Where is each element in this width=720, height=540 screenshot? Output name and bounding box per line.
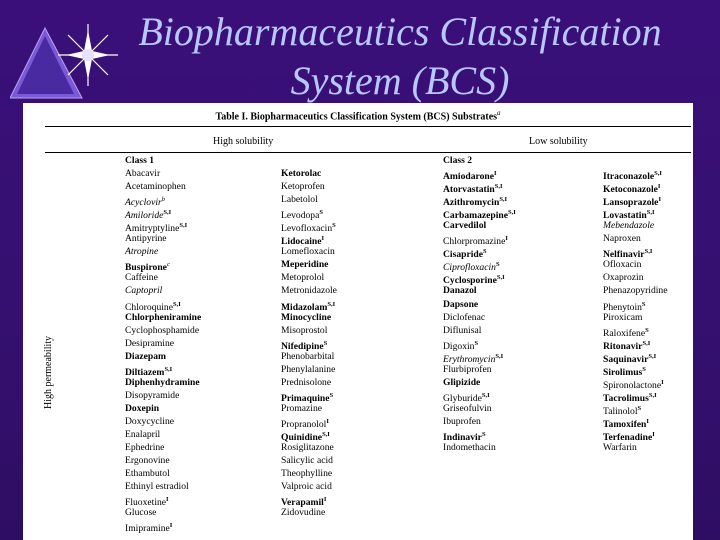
drug-entry [281, 337, 337, 350]
drug-superscript: S,I [644, 248, 653, 256]
drug-superscript: S,I [164, 365, 173, 373]
drug-entry [443, 258, 516, 274]
drug-entry [125, 245, 201, 258]
drug-name: Theophylline [281, 468, 333, 480]
drug-name: Tacrolimus [603, 393, 649, 405]
drug-superscript: I [321, 235, 325, 243]
drug-entry [281, 428, 337, 444]
drug-name: Glipizide [443, 376, 481, 388]
drug-entry [125, 298, 201, 311]
drug-name: Piroxicam [603, 311, 643, 323]
drug-name: Terfenadine [603, 432, 653, 444]
drug-superscript: S [332, 222, 336, 230]
drug-name: Primaquine [281, 393, 330, 405]
drug-superscript: I [323, 496, 327, 504]
drug-superscript: I [652, 430, 655, 438]
drug-superscript: S,I [163, 209, 172, 217]
drug-name: Lomefloxacin [281, 246, 335, 258]
drug-entry [125, 311, 201, 324]
drug-name: Griseofulvin [443, 402, 492, 414]
drug-entry [125, 389, 201, 402]
drug-name: Ofloxacin [603, 259, 642, 271]
drug-superscript: I [505, 235, 508, 243]
drug-superscript: I [661, 378, 664, 386]
drug-name: Azithromycin [443, 197, 500, 209]
drug-entry [603, 271, 667, 284]
drug-name: Diclofenac [443, 311, 486, 323]
drug-entry [125, 467, 201, 480]
drug-superscript: S [481, 430, 486, 438]
drug-name: Mebendazole [603, 220, 655, 232]
drug-name: Spironolactone [603, 379, 662, 391]
drug-name: Ketoconazole [603, 184, 658, 196]
drug-name: Carbamazepine [443, 210, 509, 222]
drug-superscript: c [166, 261, 170, 269]
drug-superscript: S [319, 209, 323, 217]
drug-entry [603, 350, 667, 363]
drug-superscript: I [169, 522, 173, 530]
drug-superscript: S,I [499, 196, 508, 204]
drug-entry [125, 402, 201, 415]
drug-entry [603, 298, 667, 311]
drug-entry [281, 324, 337, 337]
drug-entry [125, 337, 201, 350]
drug-name: Misoprostol [281, 324, 328, 336]
drug-entry [281, 480, 337, 493]
drug-superscript: I [646, 417, 649, 425]
drug-entry [125, 154, 201, 167]
drug-name: Ethambutol [125, 468, 170, 480]
drug-entry [603, 441, 667, 454]
drug-entry [125, 193, 201, 209]
column-class1-a [125, 154, 202, 535]
drug-entry [443, 298, 516, 311]
drug-name: Amiodarone [443, 171, 494, 183]
drug-entry [281, 258, 337, 271]
drug-name: Phenazopyridine [603, 285, 668, 297]
drug-superscript: I [658, 196, 661, 204]
drug-superscript: S [474, 339, 479, 347]
drug-name: Diphenhydramine [125, 376, 200, 388]
drug-entry [443, 428, 516, 444]
drug-entry [603, 402, 667, 418]
drug-superscript: S,I [508, 209, 516, 217]
drug-entry [603, 376, 667, 389]
drug-entry [125, 206, 201, 222]
drug-name: Meperidine [281, 259, 329, 271]
drug-name: Acetaminophen [125, 181, 186, 193]
drug-superscript: S,I [494, 183, 503, 191]
drug-name: Flurbiprofen [443, 363, 492, 375]
drug-name: Chloroquine [125, 301, 173, 313]
drug-name: Ciprofloxacin [443, 262, 496, 274]
drug-name: Levodopa [281, 210, 320, 222]
drug-entry [125, 454, 201, 467]
drug-entry [603, 363, 667, 376]
drug-name: Salicylic acid [281, 455, 333, 467]
drug-name: Class 2 [443, 155, 473, 166]
column-class2-b [603, 154, 667, 454]
drug-entry [281, 350, 337, 363]
drug-name: Cisapride [443, 249, 483, 261]
drug-name: Cyclophosphamide [125, 324, 200, 336]
drug-entry [125, 376, 201, 389]
drug-entry [443, 441, 516, 454]
drug-name: Phenylalanine [281, 363, 336, 375]
table-caption: Table I. Biopharmaceutics Classification System (BCS) Substrates$^a$ [215, 109, 501, 123]
drug-superscript: S,I [481, 391, 490, 399]
drug-superscript: S,I [327, 300, 336, 308]
drug-name: Digoxin [443, 340, 475, 352]
table-image [23, 103, 693, 540]
drug-name: Glucose [125, 507, 157, 519]
drug-entry [125, 284, 201, 297]
drug-entry [443, 167, 516, 183]
drug-name: Fluoxetine [125, 497, 167, 509]
drug-name: Metronidazole [281, 285, 337, 297]
drug-name: Abacavir [125, 168, 161, 180]
drug-entry [603, 311, 667, 324]
drug-entry [281, 441, 337, 454]
drug-entry [281, 363, 337, 376]
label-high-permeability: High permeability [43, 335, 54, 409]
drug-name: Dapsone [443, 298, 479, 310]
drug-name: Ibuprofen [443, 415, 481, 427]
drug-entry [603, 167, 667, 183]
drug-entry [125, 219, 201, 235]
drug-name: Minocycline [281, 311, 332, 323]
drug-name: Sirolimus [603, 366, 643, 378]
drug-superscript: S [637, 404, 642, 412]
drug-superscript: b [161, 196, 166, 204]
drug-name: Diflunisal [443, 324, 482, 336]
header-low-solubility: Low solubility [529, 136, 588, 147]
drug-entry [603, 219, 667, 232]
drug-name: Glyburide [443, 393, 482, 405]
drug-entry [125, 519, 201, 535]
drug-superscript: S [641, 300, 646, 308]
drug-entry [443, 311, 516, 324]
drug-entry [603, 258, 667, 271]
drug-name: Lidocaine [281, 236, 322, 248]
drug-name: Ritonavir [603, 340, 643, 352]
drug-name: Tamoxifen [603, 419, 647, 431]
drug-entry [443, 193, 516, 209]
drug-entry [443, 337, 516, 350]
drug-entry [603, 180, 667, 196]
drug-name: Cyclosporine [443, 275, 497, 287]
drug-name: Enalapril [125, 428, 161, 440]
drug-name: Saquinavir [603, 353, 649, 365]
drug-name: Warfarin [603, 442, 637, 454]
table-rule-header [45, 152, 691, 153]
drug-superscript: S,I [179, 222, 188, 230]
drug-name: Labetolol [281, 194, 318, 206]
drug-entry [443, 402, 516, 415]
drug-entry [443, 350, 516, 363]
drug-name: Naproxen [603, 233, 641, 245]
drug-name: Nelfinavir [603, 249, 645, 261]
drug-superscript: I [657, 183, 661, 191]
drug-entry [281, 311, 337, 324]
drug-entry [125, 480, 201, 493]
drug-name: Atropine [125, 246, 159, 258]
drug-name: Metoprolol [281, 272, 325, 284]
drug-entry [125, 350, 201, 363]
drug-name: Chlorpheniramine [125, 311, 202, 323]
drug-entry [603, 337, 667, 350]
drug-name: Propranolol [281, 419, 327, 431]
drug-name: Ketoprofen [281, 181, 325, 193]
drug-name: Verapamil [281, 497, 324, 509]
drug-name: Ephedrine [125, 442, 165, 454]
drug-name: Chlorpromazine [443, 236, 506, 248]
drug-name: Nifedipine [281, 340, 324, 352]
drug-entry [125, 441, 201, 454]
drug-name: Diazepam [125, 350, 167, 362]
drug-entry [281, 271, 337, 284]
drug-entry [443, 376, 516, 389]
drug-superscript: S [329, 391, 334, 399]
drug-entry [443, 206, 516, 222]
drug-name: Phenytoin [603, 301, 642, 313]
drug-entry [125, 167, 201, 180]
table-rule-top [45, 126, 691, 127]
drug-name: Rosiglitazone [281, 442, 334, 454]
drug-name: Diltiazem [125, 366, 165, 378]
drug-name: Doxycycline [125, 415, 175, 427]
drug-name: Indomethacin [443, 442, 496, 454]
drug-name: Atorvastatin [443, 184, 495, 196]
drug-name: Buspirone [125, 262, 167, 274]
drug-name: Midazolam [281, 301, 328, 313]
drug-entry [603, 284, 667, 297]
drug-entry [603, 245, 667, 261]
drug-superscript: S,I [495, 352, 504, 360]
drug-entry [281, 219, 337, 235]
drug-name: Zidovudine [281, 507, 326, 519]
drug-name: Desipramine [125, 337, 175, 349]
drug-entry [125, 363, 201, 376]
drug-name: Class 1 [125, 155, 155, 166]
drug-entry [281, 298, 337, 311]
drug-entry [443, 271, 516, 287]
blank-row [281, 154, 337, 167]
drug-name: Amitryptyline [125, 223, 180, 235]
drug-name: Danazol [443, 285, 477, 297]
drug-superscript: S,I [648, 391, 657, 399]
drug-entry [443, 180, 516, 196]
drug-name: Disopyramide [125, 389, 180, 401]
drug-superscript: S,I [172, 300, 181, 308]
drug-superscript: I [166, 496, 169, 504]
drug-entry [281, 376, 337, 389]
drug-entry [125, 232, 201, 245]
drug-entry [281, 415, 337, 431]
drug-entry [125, 258, 201, 274]
column-class2-a [443, 154, 516, 454]
drug-entry [281, 493, 337, 509]
drug-entry [603, 193, 667, 209]
drug-entry [281, 206, 337, 222]
slide-title-line-2: System (BCS) [290, 58, 510, 103]
drug-entry [281, 467, 337, 480]
drug-superscript: S,I [646, 209, 655, 217]
drug-name: Lansoprazole [603, 197, 659, 209]
drug-entry [125, 180, 201, 193]
drug-name: Erythromycin [443, 353, 496, 365]
column-class1-b [281, 154, 337, 519]
drug-entry [281, 506, 337, 519]
drug-superscript: S,I [648, 352, 657, 360]
drug-entry [281, 193, 337, 206]
drug-name: Quinidine [281, 432, 323, 444]
drug-name: Levofloxacin [281, 223, 333, 235]
drug-entry [281, 454, 337, 467]
drug-entry [603, 428, 667, 444]
drug-entry [125, 324, 201, 337]
drug-name: Ethinyl estradiol [125, 481, 189, 493]
header-high-solubility: High solubility [213, 136, 274, 147]
drug-name: Phenobarbital [281, 350, 335, 362]
drug-entry [603, 415, 667, 431]
drug-name: Promazine [281, 402, 323, 414]
drug-entry [281, 245, 337, 258]
drug-superscript: S [642, 365, 646, 373]
drug-entry [281, 167, 337, 180]
drug-name: Indinavir [443, 432, 482, 444]
drug-name: Imipramine [125, 523, 170, 535]
drug-name: Captopril [125, 285, 163, 297]
drug-name: Valproic acid [281, 481, 332, 493]
drug-name: Amiloride [125, 210, 164, 222]
drug-name: Oxaprozin [603, 272, 644, 284]
drug-name: Raloxifene [603, 327, 646, 339]
drug-name: Caffeine [125, 272, 158, 284]
drug-entry [443, 232, 516, 248]
drug-superscript: S [495, 261, 500, 269]
drug-entry [443, 154, 516, 167]
drug-superscript: I [326, 417, 329, 425]
drug-entry [125, 415, 201, 428]
drug-name: Carvedilol [443, 220, 487, 232]
drug-entry [281, 284, 337, 297]
drug-name: Antipyrine [125, 233, 167, 245]
drug-superscript: I [494, 170, 497, 178]
drug-entry [443, 415, 516, 428]
drug-entry [443, 363, 516, 376]
drug-name: Ketorolac [281, 168, 322, 180]
drug-entry [281, 389, 337, 405]
drug-entry [125, 428, 201, 441]
slide-title-line-1: Biopharmaceutics Classification [138, 9, 662, 54]
drug-name: Acyclovir [125, 197, 162, 209]
drug-name: Prednisolone [281, 376, 332, 388]
drug-name: Itraconazole [603, 171, 655, 183]
drug-name: Lovastatin [603, 210, 647, 222]
drug-entry [603, 324, 667, 337]
drug-superscript: S,I [642, 339, 651, 347]
drug-name: Talinolol [603, 406, 638, 418]
drug-entry [603, 232, 667, 245]
drug-superscript: S [645, 326, 649, 334]
drug-superscript: S,I [496, 274, 505, 282]
drug-entry [281, 180, 337, 193]
drug-entry [443, 389, 516, 405]
drug-name: Ergonovine [125, 455, 170, 467]
drug-superscript: S [323, 339, 328, 347]
drug-entry [125, 493, 201, 509]
blank-row [603, 154, 667, 167]
drug-superscript: S,I [322, 430, 330, 438]
drug-name: Doxepin [125, 402, 160, 414]
drug-entry [443, 324, 516, 337]
drug-superscript: S [482, 248, 487, 256]
drug-superscript: S,I [654, 170, 662, 178]
